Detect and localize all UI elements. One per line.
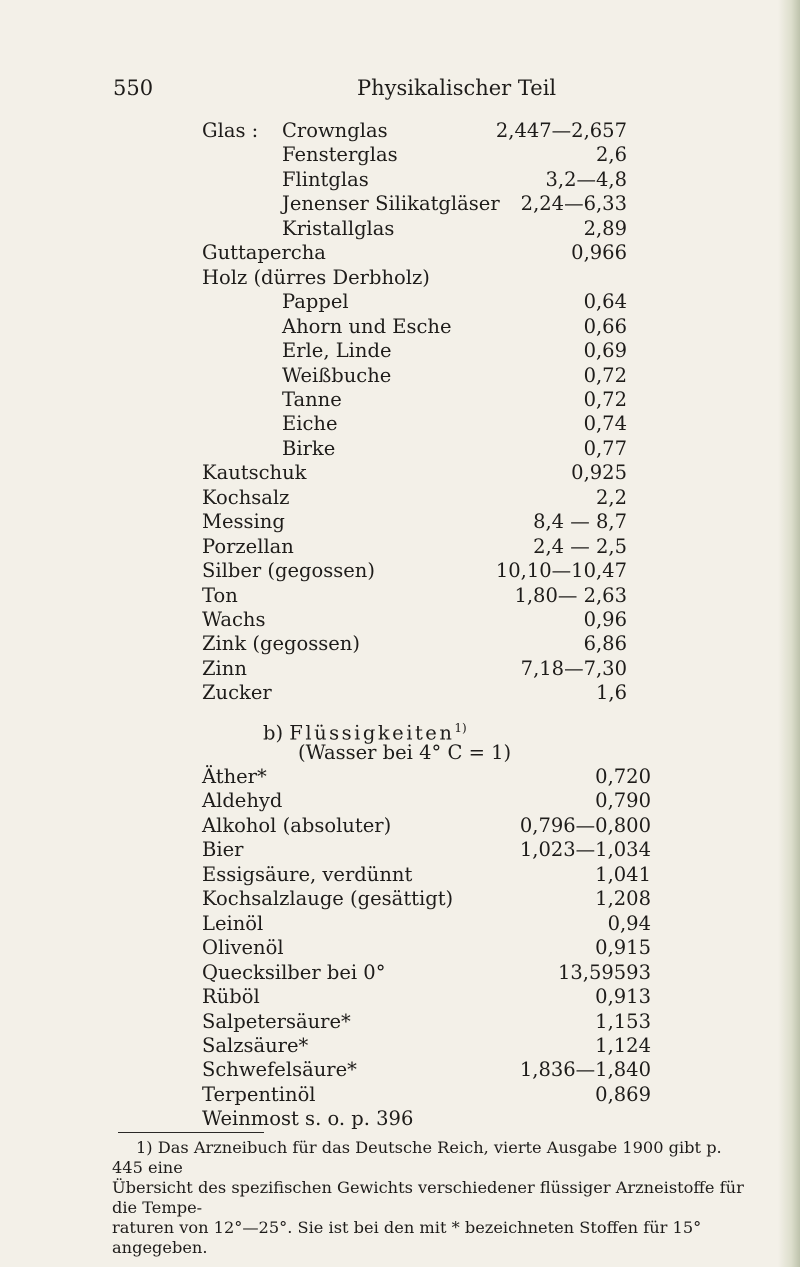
density-value: 0,72 [583,363,627,387]
density-value: 0,869 [595,1082,651,1106]
substance-name: Pappel [282,290,349,314]
substance-name: Kochsalz [202,485,290,509]
density-value: 1,6 [595,681,627,705]
density-value: 1,208 [595,887,651,911]
substance-name: Schwefelsäure* [202,1058,357,1082]
page-edge-shadow [778,0,800,1267]
footnote-ref: 1) [454,721,467,735]
substance-name: Silber (gegossen) [202,559,375,583]
density-value: 2,6 [595,143,627,167]
density-value: 6,86 [583,632,627,656]
substance-name: Salpetersäure* [202,1009,351,1033]
density-value: 2,447—2,657 [495,119,627,142]
density-value: 1,836—1,840 [519,1058,651,1082]
substance-name: Crownglas [282,119,388,142]
density-value: 0,925 [571,461,627,485]
table-row [202,679,627,707]
substance-name: Porzellan [202,534,294,558]
substance-name: Flintglas [282,167,369,191]
density-value: 2,24—6,33 [520,192,627,216]
density-value: 2,89 [583,216,627,240]
density-value: 3,2—4,8 [545,167,627,191]
substance-name: Rüböl [202,985,260,1009]
substance-name: Eiche [282,412,338,436]
substance-name: Zucker [202,681,272,705]
substance-name: Messing [202,510,285,534]
density-value: 0,74 [583,412,627,436]
substance-name: Zink (gegossen) [202,632,360,656]
density-value: 1,80— 2,63 [514,583,627,607]
substance-name: Olivenöl [202,936,284,960]
substance-name: Aldehyd [202,789,283,813]
running-title: Physikalischer Teil [357,76,557,100]
group-label: Glas : [202,119,259,142]
density-value: 1,041 [595,862,651,886]
density-value: 0,69 [583,339,627,363]
footnote-line: raturen von 12°—25°. Sie ist bei den mit * bezeichneten Stoffen für 15° angegeben. [112,1218,702,1257]
density-value: 1,153 [595,1009,651,1033]
density-value: 1,124 [595,1033,651,1057]
substance-name: Bier [202,838,244,862]
substance-name: Jenenser Silikatgläser [282,192,500,216]
substance-name: Ton [202,583,238,607]
footnote-line: Übersicht des spezifischen Gewichts verschiedener flüssiger Arzneistoffe für die Tempe- [112,1178,744,1217]
substance-name: Kautschuk [202,461,307,485]
density-value: 0,96 [583,608,627,631]
density-value: 0,94 [607,911,651,935]
density-value: 13,59593 [557,960,651,984]
substance-name: Wachs [202,608,266,631]
substance-name: Alkohol (absoluter) [202,813,392,837]
density-value: 0,913 [595,985,651,1009]
density-value: 0,790 [595,789,651,813]
page-number: 550 [113,76,154,100]
density-value: 0,77 [583,436,627,460]
substance-name: Birke [282,436,336,460]
substance-name: Terpentinöl [202,1082,316,1106]
density-value: 1,023—1,034 [519,838,651,862]
substance-name: Ahorn und Esche [282,314,452,338]
substance-name: Essigsäure, verdünnt [202,862,413,886]
substance-name: Fensterglas [282,143,398,167]
density-value: 10,10—10,47 [495,559,627,583]
density-value: 0,966 [571,241,627,265]
substance-name: Weinmost s. o. p. 396 [202,1107,414,1131]
density-value: 2,2 [595,485,627,509]
substance-name: Kochsalzlauge (gesättigt) [202,887,454,911]
substance-name: Tanne [282,387,342,411]
table-row [202,1105,651,1133]
liquids-heading-prefix: b) [263,721,284,745]
substance-name: Holz (dürres Derbholz) [202,265,430,289]
density-value: 0,66 [583,314,627,338]
footnote-line: 1) Das Arzneibuch für das Deutsche Reich, vierte Ausgabe 1900 gibt p. 445 eine [112,1138,722,1177]
footnote-rule [118,1132,264,1133]
substance-name: Leinöl [202,911,264,935]
density-value: 0,64 [583,290,627,314]
substance-name: Guttapercha [202,241,326,265]
density-value: 8,4 — 8,7 [533,510,627,534]
substance-name: Salzsäure* [202,1033,309,1057]
density-value: 7,18—7,30 [520,656,627,680]
footnote [112,1138,752,1258]
substance-name: Weißbuche [282,363,392,387]
substance-name: Erle, Linde [282,339,392,363]
liquids-heading-word: Flüssigkeiten [289,721,455,745]
substance-name: Kristallglas [282,216,395,240]
substance-name: Quecksilber bei 0° [202,960,386,984]
density-value: 2,4 — 2,5 [533,534,627,558]
density-value: 0,915 [595,936,651,960]
density-value: 0,720 [595,765,651,788]
density-value: 0,796—0,800 [519,813,651,837]
density-value: 0,72 [583,387,627,411]
substance-name: Äther* [202,765,267,788]
liquids-subheading: (Wasser bei 4° C = 1) [298,741,512,764]
substance-name: Zinn [202,656,247,680]
